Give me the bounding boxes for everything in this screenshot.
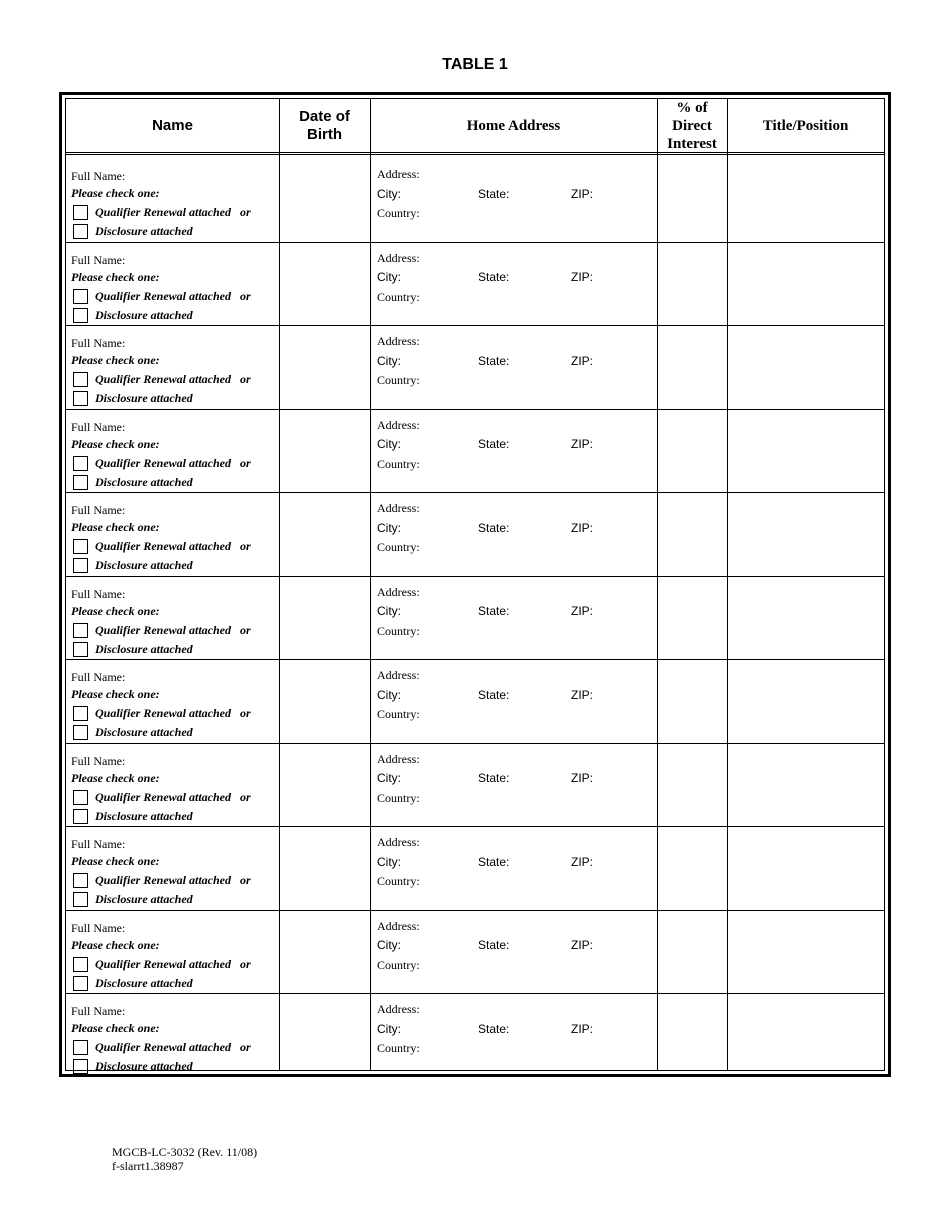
city-state-zip-line (377, 602, 637, 622)
qualifier-option (71, 1038, 251, 1057)
table-row (66, 744, 884, 828)
qualifier-option (71, 454, 251, 473)
city-label: City: (377, 938, 401, 952)
country-label: Country: (377, 373, 420, 387)
qualifier-label: Qualifier Renewal attached (95, 372, 231, 386)
address-label: Address: (377, 501, 420, 515)
city-label: City: (377, 270, 401, 284)
qualifier-checkbox[interactable] (73, 706, 88, 721)
zip-label: ZIP: (571, 353, 594, 368)
or-label: or (240, 455, 251, 470)
state-label: State: (478, 604, 510, 618)
table-row (66, 660, 884, 744)
check-one-label: Please check one: (71, 687, 160, 701)
disclosure-label: Disclosure attached (95, 975, 193, 990)
table-header (66, 99, 884, 155)
header-title-position (727, 99, 884, 152)
disclosure-label: Disclosure attached (95, 224, 193, 238)
check-one-label: Please check one: (71, 353, 160, 367)
check-one-label: Please check one: (71, 436, 160, 451)
qualifier-label: Qualifier Renewal attached (95, 455, 231, 470)
table-row (66, 326, 884, 410)
disclosure-label: Disclosure attached (95, 474, 193, 489)
full-name-label: Full Name: (71, 503, 126, 517)
table-row (66, 994, 884, 1078)
country-label: Country: (377, 874, 420, 888)
address-cell (377, 1000, 637, 1059)
state-label: State: (478, 520, 510, 535)
or-label: or (240, 956, 251, 971)
city-label: City: (377, 687, 401, 702)
header-interest-line1: % of (676, 99, 708, 116)
address-label: Address: (377, 334, 420, 348)
header-interest-line3: Interest (667, 135, 717, 152)
name-cell (71, 752, 251, 826)
or-label: or (240, 288, 251, 303)
disclosure-option (71, 807, 251, 826)
city-label: City: (377, 1021, 401, 1036)
qualifier-option (71, 788, 251, 807)
table-row (66, 493, 884, 577)
check-one-label: Please check one: (71, 603, 160, 618)
disclosure-checkbox[interactable] (73, 976, 88, 991)
full-name-label: Full Name: (71, 670, 126, 684)
header-home-address-label: Home Address (466, 117, 561, 134)
name-cell (71, 585, 251, 659)
address-label: Address: (377, 167, 420, 181)
name-cell (71, 167, 251, 241)
country-label: Country: (377, 1041, 420, 1055)
city-state-zip-line (377, 268, 637, 288)
zip-label: ZIP: (571, 437, 594, 451)
disclosure-label: Disclosure attached (95, 307, 193, 322)
disclosure-label: Disclosure attached (95, 725, 193, 739)
name-cell (71, 251, 251, 325)
city-label: City: (377, 437, 401, 451)
qualifier-option (71, 537, 251, 556)
city-state-zip-line (377, 769, 637, 789)
city-state-zip-line (377, 352, 637, 372)
address-cell (377, 332, 637, 391)
zip-label: ZIP: (571, 854, 594, 869)
state-label: State: (478, 437, 510, 451)
table-row (66, 911, 884, 995)
zip-label: ZIP: (571, 186, 594, 201)
table-row (66, 827, 884, 911)
address-cell (377, 416, 637, 475)
full-name-label: Full Name: (71, 252, 126, 267)
disclosure-label: Disclosure attached (95, 391, 193, 405)
city-label: City: (377, 186, 401, 201)
city-state-zip-line (377, 519, 637, 539)
zip-label: ZIP: (571, 270, 594, 284)
qualifier-option (71, 287, 251, 306)
header-title-position-label: Title/Position (762, 117, 849, 134)
header-interest-line2: Direct (672, 117, 712, 134)
city-state-zip-line (377, 185, 637, 205)
qualifier-label: Qualifier Renewal attached (95, 622, 231, 637)
qualifier-option (71, 621, 251, 640)
full-name-label: Full Name: (71, 920, 126, 935)
city-label: City: (377, 353, 401, 368)
header-name-label: Name (152, 116, 193, 134)
check-one-label: Please check one: (71, 770, 160, 785)
qualifier-label: Qualifier Renewal attached (95, 288, 231, 303)
disclosure-checkbox[interactable] (73, 892, 88, 907)
check-one-label: Please check one: (71, 269, 160, 284)
table-inner (65, 98, 885, 1071)
qualifier-option (71, 370, 251, 389)
qualifier-checkbox[interactable] (73, 456, 88, 471)
disclosure-option (71, 556, 251, 575)
qualifier-label: Qualifier Renewal attached (95, 205, 231, 219)
country-label: Country: (377, 707, 420, 721)
city-label: City: (377, 520, 401, 535)
name-cell (71, 1002, 251, 1076)
zip-label: ZIP: (571, 1021, 594, 1036)
country-label: Country: (377, 957, 420, 972)
city-state-zip-line (377, 853, 637, 873)
address-cell (377, 750, 637, 809)
city-state-zip-line (377, 936, 637, 956)
city-state-zip-line (377, 1020, 637, 1040)
state-label: State: (478, 687, 510, 702)
qualifier-checkbox[interactable] (73, 1040, 88, 1055)
state-label: State: (478, 186, 510, 201)
qualifier-checkbox[interactable] (73, 205, 88, 220)
address-label: Address: (377, 668, 420, 682)
qualifier-label: Qualifier Renewal attached (95, 789, 231, 804)
or-label: or (240, 873, 251, 887)
full-name-label: Full Name: (71, 419, 126, 434)
full-name-label: Full Name: (71, 586, 126, 601)
or-label: or (240, 622, 251, 637)
state-label: State: (478, 854, 510, 869)
form-footer (112, 1145, 257, 1173)
disclosure-label: Disclosure attached (95, 1059, 193, 1073)
zip-label: ZIP: (571, 520, 594, 535)
city-label: City: (377, 854, 401, 869)
full-name-label: Full Name: (71, 336, 126, 350)
full-name-label: Full Name: (71, 1004, 126, 1018)
disclosure-label: Disclosure attached (95, 808, 193, 823)
table-frame (59, 92, 891, 1077)
check-one-label: Please check one: (71, 186, 160, 200)
disclosure-checkbox[interactable] (73, 224, 88, 239)
qualifier-label: Qualifier Renewal attached (95, 539, 231, 553)
or-label: or (240, 372, 251, 386)
or-label: or (240, 205, 251, 219)
zip-label: ZIP: (571, 771, 594, 785)
disclosure-checkbox[interactable] (73, 391, 88, 406)
city-state-zip-line (377, 435, 637, 455)
city-state-zip-line (377, 686, 637, 706)
qualifier-option (71, 704, 251, 723)
address-label: Address: (377, 918, 420, 933)
disclosure-checkbox[interactable] (73, 475, 88, 490)
qualifier-checkbox[interactable] (73, 289, 88, 304)
address-cell (377, 917, 637, 976)
city-label: City: (377, 771, 401, 785)
address-label: Address: (377, 1002, 420, 1016)
header-name (66, 99, 279, 152)
zip-label: ZIP: (571, 604, 594, 618)
header-home-address (370, 99, 657, 152)
state-label: State: (478, 270, 510, 284)
qualifier-label: Qualifier Renewal attached (95, 706, 231, 720)
name-cell (71, 668, 251, 742)
disclosure-option (71, 222, 251, 241)
check-one-label: Please check one: (71, 937, 160, 952)
qualifier-option (71, 871, 251, 890)
name-cell (71, 501, 251, 575)
disclosure-checkbox[interactable] (73, 725, 88, 740)
address-label: Address: (377, 417, 420, 432)
qualifier-option (71, 203, 251, 222)
header-dob (279, 99, 370, 152)
qualifier-option (71, 955, 251, 974)
name-cell (71, 919, 251, 993)
disclosure-checkbox[interactable] (73, 308, 88, 323)
zip-label: ZIP: (571, 687, 594, 702)
disclosure-option (71, 890, 251, 909)
form-number: MGCB-LC-3032 (Rev. 11/08) (112, 1145, 258, 1159)
state-label: State: (478, 938, 510, 952)
check-one-label: Please check one: (71, 854, 160, 868)
disclosure-label: Disclosure attached (95, 892, 193, 906)
qualifier-checkbox[interactable] (73, 790, 88, 805)
table-body (66, 159, 884, 1073)
disclosure-option (71, 1057, 251, 1076)
country-label: Country: (377, 206, 420, 220)
disclosure-checkbox[interactable] (73, 642, 88, 657)
state-label: State: (478, 353, 510, 368)
table-row (66, 410, 884, 494)
country-label: Country: (377, 790, 420, 805)
qualifier-label: Qualifier Renewal attached (95, 873, 231, 887)
disclosure-option (71, 389, 251, 408)
table-row (66, 243, 884, 327)
table-row (66, 577, 884, 661)
address-cell (377, 666, 637, 725)
address-label: Address: (377, 250, 420, 265)
name-cell (71, 418, 251, 492)
disclosure-checkbox[interactable] (73, 809, 88, 824)
address-cell (377, 249, 637, 308)
header-direct-interest (657, 99, 727, 152)
address-cell (377, 499, 637, 558)
disclosure-option (71, 723, 251, 742)
qualifier-checkbox[interactable] (73, 372, 88, 387)
table-title: TABLE 1 (442, 56, 508, 73)
zip-label: ZIP: (571, 938, 594, 952)
file-id: f-slarrt1.38987 (112, 1159, 184, 1173)
address-label: Address: (377, 835, 420, 849)
state-label: State: (478, 771, 510, 785)
or-label: or (240, 706, 251, 720)
address-label: Address: (377, 751, 420, 766)
name-cell (71, 334, 251, 408)
state-label: State: (478, 1021, 510, 1036)
header-dob-line1: Date of (299, 107, 350, 125)
check-one-label: Please check one: (71, 1021, 160, 1035)
address-cell (377, 165, 637, 224)
country-label: Country: (377, 623, 420, 638)
city-label: City: (377, 604, 401, 618)
full-name-label: Full Name: (71, 837, 126, 851)
disclosure-option (71, 473, 251, 492)
full-name-label: Full Name: (71, 753, 126, 768)
qualifier-checkbox[interactable] (73, 623, 88, 638)
full-name-label: Full Name: (71, 169, 126, 183)
name-cell (71, 835, 251, 909)
or-label: or (240, 1040, 251, 1054)
or-label: or (240, 789, 251, 804)
address-label: Address: (377, 584, 420, 599)
header-dob-line2: Birth (307, 125, 342, 143)
table-row (66, 159, 884, 243)
disclosure-option (71, 640, 251, 659)
disclosure-label: Disclosure attached (95, 641, 193, 656)
country-label: Country: (377, 456, 420, 471)
qualifier-label: Qualifier Renewal attached (95, 1040, 231, 1054)
address-cell (377, 583, 637, 642)
qualifier-checkbox[interactable] (73, 873, 88, 888)
qualifier-checkbox[interactable] (73, 539, 88, 554)
disclosure-checkbox[interactable] (73, 558, 88, 573)
or-label: or (240, 539, 251, 553)
check-one-label: Please check one: (71, 520, 160, 534)
address-cell (377, 833, 637, 892)
country-label: Country: (377, 540, 420, 554)
disclosure-checkbox[interactable] (73, 1059, 88, 1074)
disclosure-option (71, 306, 251, 325)
qualifier-checkbox[interactable] (73, 957, 88, 972)
country-label: Country: (377, 289, 420, 304)
disclosure-label: Disclosure attached (95, 558, 193, 572)
disclosure-option (71, 974, 251, 993)
qualifier-label: Qualifier Renewal attached (95, 956, 231, 971)
